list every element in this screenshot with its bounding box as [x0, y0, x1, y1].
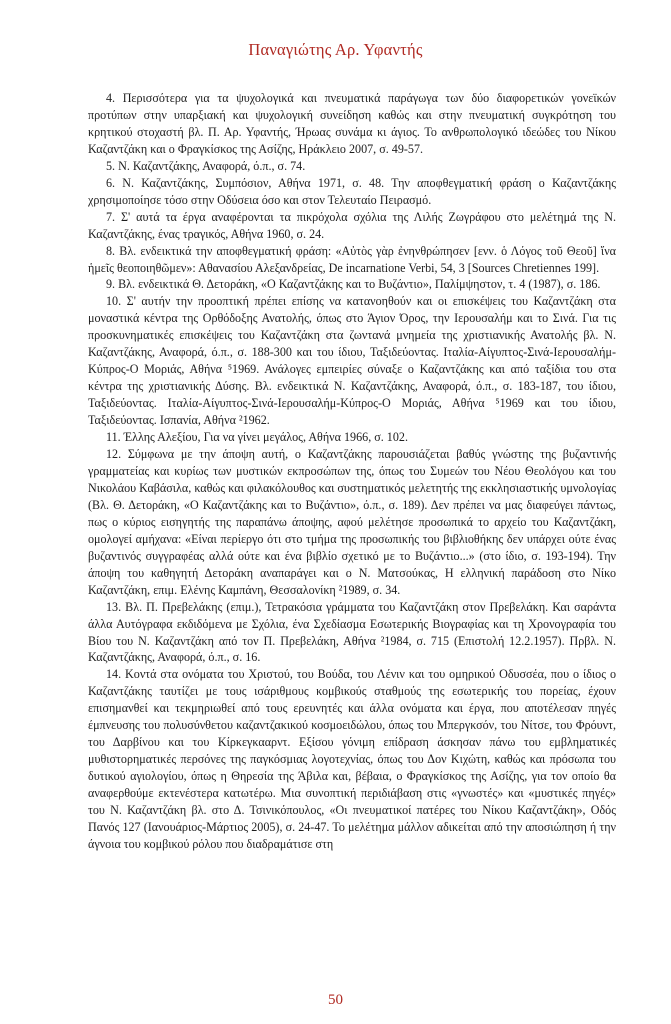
- footnote-11: 11. Έλλης Αλεξίου, Για να γίνει μεγάλος, Αθήνα 1966, σ. 102.: [106, 430, 408, 445]
- page-number: 50: [328, 992, 343, 1008]
- footnote-5: 5. Ν. Καζαντζάκης, Αναφορά, ό.π., σ. 74.: [106, 158, 306, 173]
- footnote-6: 6. Ν. Καζαντζάκης, Συμπόσιον, Αθήνα 1971, σ. 48. Την αποφθεγματική φράση ο Καζαντζάκης χρησιμοποίησε τόσο στην Οδύσεια όσο και στον Τελευταίο Πειρασμό.: [88, 175, 616, 207]
- footnote-12: 12. Σύμφωνα με την άποψη αυτή, ο Καζαντζάκης παρουσιάζεται βαθύς γνώστης της βυζαντινής γραμματείας και κυρίως των μυστικών εκπροσώπων της, όπως του Συμεών του Νέου Θεολόγου και του Νικολάου Καβάσιλα, καθώς και φιλακόλουθος και συστηματικός μελετητής της εκκλησιαστικής υμνολογίας (Βλ. Θ. Δετοράκη, «Ο Καζαντζάκης και το Βυζάντιο», ό.π., σ. 189). Δεν πρέπει να μας διαφεύγει πάντως, πως ο κύριος εισηγητής της παραπάνω άποψης, αφού μελέτησε προσωπικά το αρχείο του Καζαντζάκη, ομολογεί αμήχανα: «Είναι περίεργο ότι στο τμήμα της προσωπικής του βιβλιοθήκης δεν υπάρχει ούτε ένας βυζαντινός συγγραφέας αλλά ούτε και ένα βιβλίο σχετικό με το Βυζάντιο...» (στο ίδιο, σ. 193-194). Την άποψη του καθηγητή Δετοράκη αναπαράγει και ο Ν. Ματσούκας, Η ελληνική παράδοση στο Νίκο Καζαντζάκη, επιμ. Ελένης Καμπάνη, Θεσσαλονίκη ²1989, σ. 34.: [88, 447, 616, 597]
- footnotes: [88, 90, 616, 853]
- footnote-4: 4. Περισσότερα για τα ψυχολογικά και πνευματικά παράγωγα των δύο διαφορετικών γονεϊκών προτύπων στην υπαρξιακή και ψυχολογική συνείδηση καθώς και στην πνευματική συγκρότηση του κρητικού στοχαστή βλ. Π. Αρ. Υφαντής, Ήρωας συνάμα κι άγιος. Το ανθρωπολογικό ιδεώδες του Νίκου Καζαντζάκη και ο Φραγκίσκος της Ασίζης, Ηράκλειο 2007, σ. 49-57.: [88, 91, 616, 156]
- footnote-10: 10. Σ' αυτήν την προοπτική πρέπει επίσης να κατανοηθούν και οι επισκέψεις του Καζαντζάκη στα μοναστικά κέντρα της Ορθόδοξης Ανατολής, όπως στο Άγιον Όρος, την Ιερουσαλήμ και το Σινά. Για τις προσκυνηματικές επισκέψεις του Καζαντζάκη στα ζωντανά μνημεία της χριστιανικής Ανατολής βλ. Ν. Καζαντζάκης, Αναφορά, ό.π., σ. 188-300 και του ίδιου, Ταξιδεύοντας. Ιταλία-Αίγυπτος-Σινά-Ιερουσαλήμ-Κύπρος-Ο Μοριάς, Αθήνα ⁵1969. Ανάλογες εμπειρίες σύναξε ο Καζαντζάκης και από ταξίδια του στα κέντρα της χριστιανικής Δύσης. Βλ. ενδεικτικά Ν. Καζαντζάκης, Αναφορά, ό.π., σ. 183-187, του ίδιου, Ταξιδεύοντας. Ιταλία-Αίγυπτος-Σινά-Ιερουσαλήμ-Κύπρος-Ο Μοριάς, Αθήνα ⁵1969 και του ίδιου, Ταξιδεύοντας. Ισπανία, Αθήνα ²1962.: [88, 294, 616, 428]
- footnote-8: 8. Βλ. ενδεικτικά την αποφθεγματική φράση: «Αὐτὸς γὰρ ἐνηνθρώπησεν [ενν. ὁ Λόγος τοῦ Θεοῦ] ἵνα ἡμεῖς θεοποιηθῶμεν»: Αθανασίου Αλεξανδρείας, De incarnatione Verbi, 54, 3 [Sources Chretiennes 199].: [88, 243, 616, 275]
- footnote-7: 7. Σ' αυτά τα έργα αναφέρονται τα πικρόχολα σχόλια της Λιλής Ζωγράφου στο μελέτημά της Ν. Καζαντζάκης, ένας τραγικός, Αθήνα 1960, σ. 24.: [88, 209, 616, 241]
- running-head: Παναγιώτης Αρ. Υφαντής: [248, 40, 423, 59]
- footnote-9: 9. Βλ. ενδεικτικά Θ. Δετοράκη, «Ο Καζαντζάκης και το Βυζάντιο», Παλίμψηστον, τ. 4 (1987), σ. 186.: [106, 277, 601, 292]
- footnote-13: 13. Βλ. Π. Πρεβελάκης (επιμ.), Τετρακόσια γράμματα του Καζαντζάκη στον Πρεβελάκη. Και σαράντα άλλα Αυτόγραφα εκδιδόμενα με Σχόλια, ένα Σχεδίασμα Εσωτερικής Βιογραφίας και τη Χρονογραφία του Βίου του Ν. Καζαντζάκη από τον Π. Πρεβελάκη, Αθήνα ²1984, σ. 715 (Επιστολή 12.2.1957). Πρβλ. Ν. Καζαντζάκης, Αναφορά, ό.π., σ. 16.: [88, 599, 616, 665]
- footnote-14: 14. Κοντά στα ονόματα του Χριστού, του Βούδα, του Λένιν και του ομηρικού Οδυσσέα, που ο ίδιος ο Καζαντζάκης ταυτίζει με τους ισάριθμους κομβικούς σταθμούς της εσωτερικής του πορείας, έχουν επισημανθεί και τεκμηριωθεί από τους ερευνητές και άλλα ονόματα και έργα, που αποτέλεσαν πηγές έμπνευσης του πολυσύνθετου καζαντζακικού κοσμοειδώλου, όπως του Μπεργκσόν, του Νίτσε, του Φρόυντ, του Δαρβίνου και του Κίρκεγκααρντ. Εξίσου γόνιμη επίδραση άσκησαν πάνω του εμβληματικές μυθιστορηματικές περσόνες της παγκόσμιας λογοτεχνίας, όπως του Δον Κιχώτη, καθώς και πρόσωπα του δυτικού αγιολογίου, όπως η Θηρεσία της Άβιλα και, βέβαια, ο Φραγκίσκος της Ασίζης, για τον οποίο θα αναφερθούμε εκτενέστερα κατωτέρω. Μια συνοπτική περιδιάβαση στις «γνωστές» και «μυστικές πηγές» του Ν. Καζαντζάκη βλ. στο Δ. Τσινικόπουλος, «Οι πνευματικοί πατέρες του Νίκου Καζαντζάκη», Οδός Πανός 127 (Ιανουάριος-Μάρτιος 2005), σ. 24-47. Το μελέτημα μάλλον αδικείται από την αποσιώπηση ή την άγνοια του κομβικού ρόλου που διαδραμάτισε στη: [88, 667, 616, 851]
